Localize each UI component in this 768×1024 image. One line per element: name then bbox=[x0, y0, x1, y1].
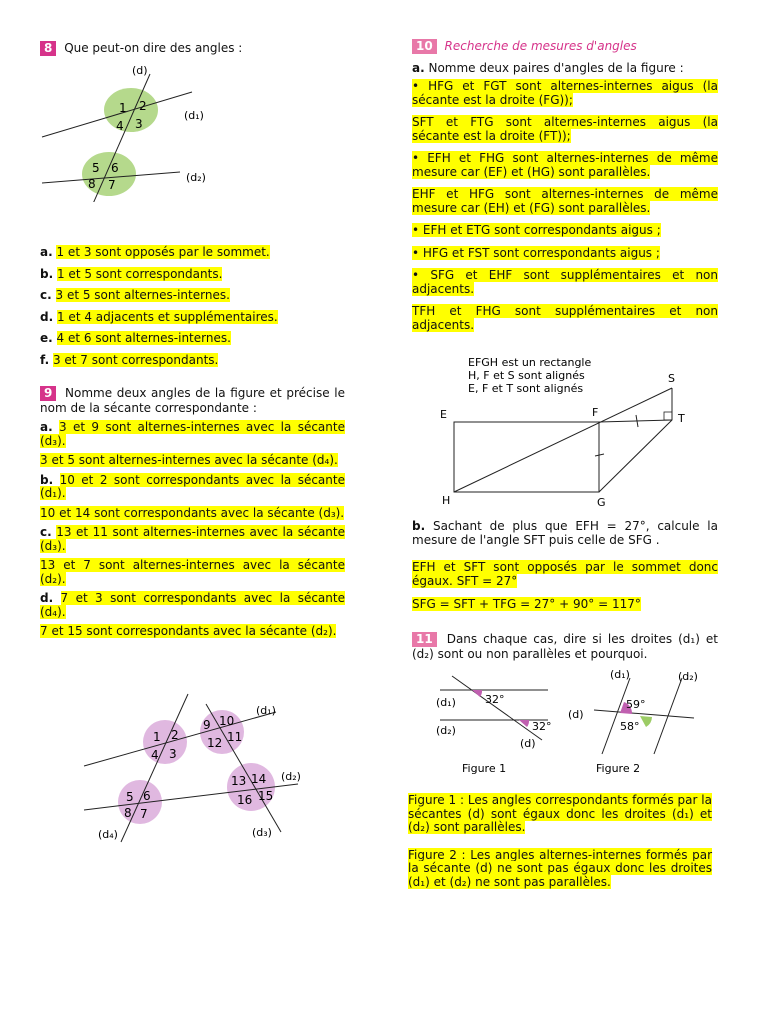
ex9-angle-label: 1 bbox=[153, 730, 161, 744]
ex8-figure bbox=[40, 62, 240, 202]
figure-2-caption: Figure 2 bbox=[596, 762, 641, 775]
ex10-answer: • EFH et ETG sont correspondants aigus ; bbox=[412, 223, 661, 237]
ex9-answer: b. 10 et 2 sont correspondants avec la sécante (d₁). bbox=[40, 472, 345, 500]
ex9-angle-label: 4 bbox=[151, 748, 159, 762]
fig2-angle-1: 59° bbox=[626, 698, 646, 711]
fig1-angle-marker-2 bbox=[519, 720, 529, 727]
ex10-number: 10 bbox=[412, 39, 437, 54]
ex8-angle-label: 2 bbox=[139, 99, 147, 113]
ex9-angle-label: 7 bbox=[140, 807, 148, 821]
ex10-right-angle-mark bbox=[664, 412, 672, 420]
ex10-point-E: E bbox=[440, 408, 447, 421]
ex8-answer: f. 3 et 7 sont correspondants. bbox=[40, 352, 219, 367]
ex9-angle-label: 9 bbox=[203, 718, 211, 732]
ex8-label-d: (d) bbox=[132, 64, 148, 77]
ex9-figure bbox=[76, 692, 316, 852]
ex10-answer: SFT et FTG sont alternes-internes aigus (la sécante est la droite (FT)); bbox=[412, 115, 718, 143]
ex10-answer: • HFG et FGT sont alternes-internes aigus (la sécante est la droite (FG)); bbox=[412, 79, 718, 107]
ex9-angle-label: 11 bbox=[227, 730, 243, 744]
ex9-answer: d. 7 et 3 sont correspondants avec la sécante (d₄). bbox=[40, 591, 345, 619]
ex11-answers bbox=[408, 794, 712, 889]
ex8-answer: d. 1 et 4 adjacents et supplémentaires. bbox=[40, 309, 278, 324]
ex10-answers-b bbox=[412, 561, 718, 612]
ex9-label-d4: (d₄) bbox=[98, 828, 118, 841]
ex9-angle-label: 5 bbox=[126, 790, 134, 804]
ex9-angle-label: 6 bbox=[143, 789, 151, 803]
ex9-answer: a. 3 et 9 sont alternes-internes avec la sécante (d₃). bbox=[40, 420, 345, 448]
ex10-point-F: F bbox=[592, 406, 599, 419]
ex9-angle-label: 16 bbox=[237, 793, 253, 807]
ex9-angle-label: 15 bbox=[258, 789, 274, 803]
ex10-answer: • SFG et EHF sont supplémentaires et non adjacents. bbox=[412, 268, 718, 296]
ex8-answer: b. 1 et 5 sont correspondants. bbox=[40, 266, 223, 281]
ex9-answer: 13 et 7 sont alternes-internes avec la sécante (d₂). bbox=[40, 558, 345, 586]
ex10-line-gt bbox=[599, 420, 672, 492]
ex10-point-T: T bbox=[678, 412, 685, 425]
ex8-question: Que peut-on dire des angles : bbox=[64, 41, 243, 55]
fig2-label-d: (d) bbox=[568, 708, 584, 721]
fig1-angle-marker-1 bbox=[472, 690, 482, 697]
ex11-figure-2 bbox=[566, 668, 706, 778]
ex10-point-H: H bbox=[442, 494, 451, 507]
fig2-angle-marker-2 bbox=[640, 716, 652, 727]
ex10-answer-b: EFH et SFT sont opposés par le sommet donc égaux. SFT = 27° bbox=[412, 560, 718, 588]
ex8-number: 8 bbox=[40, 41, 56, 56]
ex9-angle-label: 13 bbox=[231, 774, 247, 788]
ex11-answer: Figure 2 : Les angles alternes-internes formés par la sécante (d) ne sont pas égaux donc les droites (d₁) et (d₂) ne sont pas parallèles. bbox=[408, 847, 712, 889]
ex11-answer: Figure 1 : Les angles correspondants formés par la sécantes (d) sont égaux donc les droites (d₁) et (d₂) sont parallèles. bbox=[408, 793, 712, 834]
ex10-answer: • HFG et FST sont correspondants aigus ; bbox=[412, 245, 660, 260]
ex10-answers-a bbox=[412, 80, 718, 332]
ex8-header bbox=[40, 40, 345, 56]
ex10-part-a bbox=[412, 60, 718, 76]
ex10-header bbox=[412, 38, 718, 54]
ex10-part-a-question: Nomme deux paires d'angles de la figure : bbox=[428, 61, 684, 75]
ex8-angle-label: 5 bbox=[92, 161, 100, 175]
ex9-answer: 10 et 14 sont correspondants avec la sécante (d₃). bbox=[40, 505, 345, 520]
ex9-label-d3: (d₃) bbox=[252, 826, 272, 839]
ex9-intersection-blob bbox=[143, 720, 187, 764]
ex8-angle-label: 4 bbox=[116, 119, 124, 133]
ex10-caption: H, F et S sont alignés bbox=[468, 369, 585, 382]
ex10-line-hs bbox=[454, 388, 672, 492]
ex8-angle-label: 1 bbox=[119, 101, 127, 115]
ex9-label-d1: (d₁) bbox=[256, 704, 276, 717]
ex11-figure-1 bbox=[430, 668, 570, 778]
fig2-label-d2: (d₂) bbox=[678, 670, 698, 683]
ex8-angle-label: 8 bbox=[88, 177, 96, 191]
fig1-label-d: (d) bbox=[520, 737, 536, 750]
fig1-angle-1: 32° bbox=[485, 693, 505, 706]
ex9-number: 9 bbox=[40, 386, 56, 401]
ex9-angle-label: 12 bbox=[207, 736, 223, 750]
ex9-angle-label: 2 bbox=[171, 728, 179, 742]
ex9-angle-label: 10 bbox=[219, 714, 235, 728]
ex10-title: Recherche de mesures d'angles bbox=[444, 39, 637, 53]
ex10-line-ft bbox=[599, 420, 672, 422]
ex10-answer-b: SFG = SFT + TFG = 27° + 90° = 117° bbox=[412, 597, 641, 611]
ex9-answer: 3 et 5 sont alternes-internes avec la sécante (d₄). bbox=[40, 453, 338, 467]
ex11-number: 11 bbox=[412, 632, 437, 647]
ex8-angle-label: 6 bbox=[111, 161, 119, 175]
ex10-answer: • EFH et FHG sont alternes-internes de même mesure car (EF) et (HG) sont parallèles. bbox=[412, 151, 718, 179]
ex8-angle-label: 3 bbox=[135, 117, 143, 131]
ex9-answer: 7 et 15 sont correspondants avec la sécante (d₂). bbox=[40, 624, 337, 638]
ex10-answer: TFH et FHG sont supplémentaires et non adjacents. bbox=[412, 304, 718, 332]
ex10-point-G: G bbox=[597, 496, 606, 509]
ex9-header bbox=[40, 386, 345, 415]
fig2-label-d1: (d₁) bbox=[610, 668, 630, 681]
ex11-header bbox=[412, 632, 718, 661]
ex10-part-b-question: Sachant de plus que EFH = 27°, calcule la mesure de l'angle SFT puis celle de SFG . bbox=[412, 519, 718, 547]
ex9-question: Nomme deux angles de la figure et précise le nom de la sécante correspondante : bbox=[40, 386, 345, 415]
ex8-answer: a. 1 et 3 sont opposés par le sommet. bbox=[40, 245, 270, 259]
ex8-answer: c. 3 et 5 sont alternes-internes. bbox=[40, 288, 230, 302]
ex9-label-d2: (d₂) bbox=[281, 770, 301, 783]
fig2-line-d1 bbox=[602, 678, 630, 754]
ex10-part-a-label: a. bbox=[412, 61, 425, 75]
ex11-question: Dans chaque cas, dire si les droites (d₁) et (d₂) sont ou non parallèles et pourquoi. bbox=[412, 632, 718, 661]
ex9-answer: c. 13 et 11 sont alternes-internes avec la sécante (d₃). bbox=[40, 525, 345, 553]
fig1-label-d1: (d₁) bbox=[436, 696, 456, 709]
ex8-label-d1: (d₁) bbox=[184, 109, 204, 122]
ex8-label-d2: (d₂) bbox=[186, 171, 206, 184]
fig1-angle-2: 32° bbox=[532, 720, 552, 733]
fig1-label-d2: (d₂) bbox=[436, 724, 456, 737]
ex9-angle-label: 14 bbox=[251, 772, 267, 786]
ex10-part-b bbox=[412, 520, 718, 547]
ex8-answers bbox=[40, 246, 345, 367]
ex10-part-b-label: b. bbox=[412, 519, 426, 533]
fig2-angle-2: 58° bbox=[620, 720, 640, 733]
ex8-answer: e. 4 et 6 sont alternes-internes. bbox=[40, 331, 231, 345]
ex9-line-d3 bbox=[206, 704, 281, 832]
fig1-line-d bbox=[452, 676, 542, 740]
ex10-answer: EHF et HFG sont alternes-internes de même mesure car (EH) et (FG) sont parallèles. bbox=[412, 187, 718, 215]
ex9-answers bbox=[40, 421, 345, 639]
ex9-angle-label: 3 bbox=[169, 747, 177, 761]
figure-1-caption: Figure 1 bbox=[462, 762, 507, 775]
ex10-figure bbox=[436, 352, 726, 512]
ex10-point-S: S bbox=[668, 372, 675, 385]
ex10-caption: EFGH est un rectangle bbox=[468, 356, 592, 369]
ex8-angle-label: 7 bbox=[108, 178, 116, 192]
ex9-angle-label: 8 bbox=[124, 806, 132, 820]
ex10-caption: E, F et T sont alignés bbox=[468, 382, 584, 395]
